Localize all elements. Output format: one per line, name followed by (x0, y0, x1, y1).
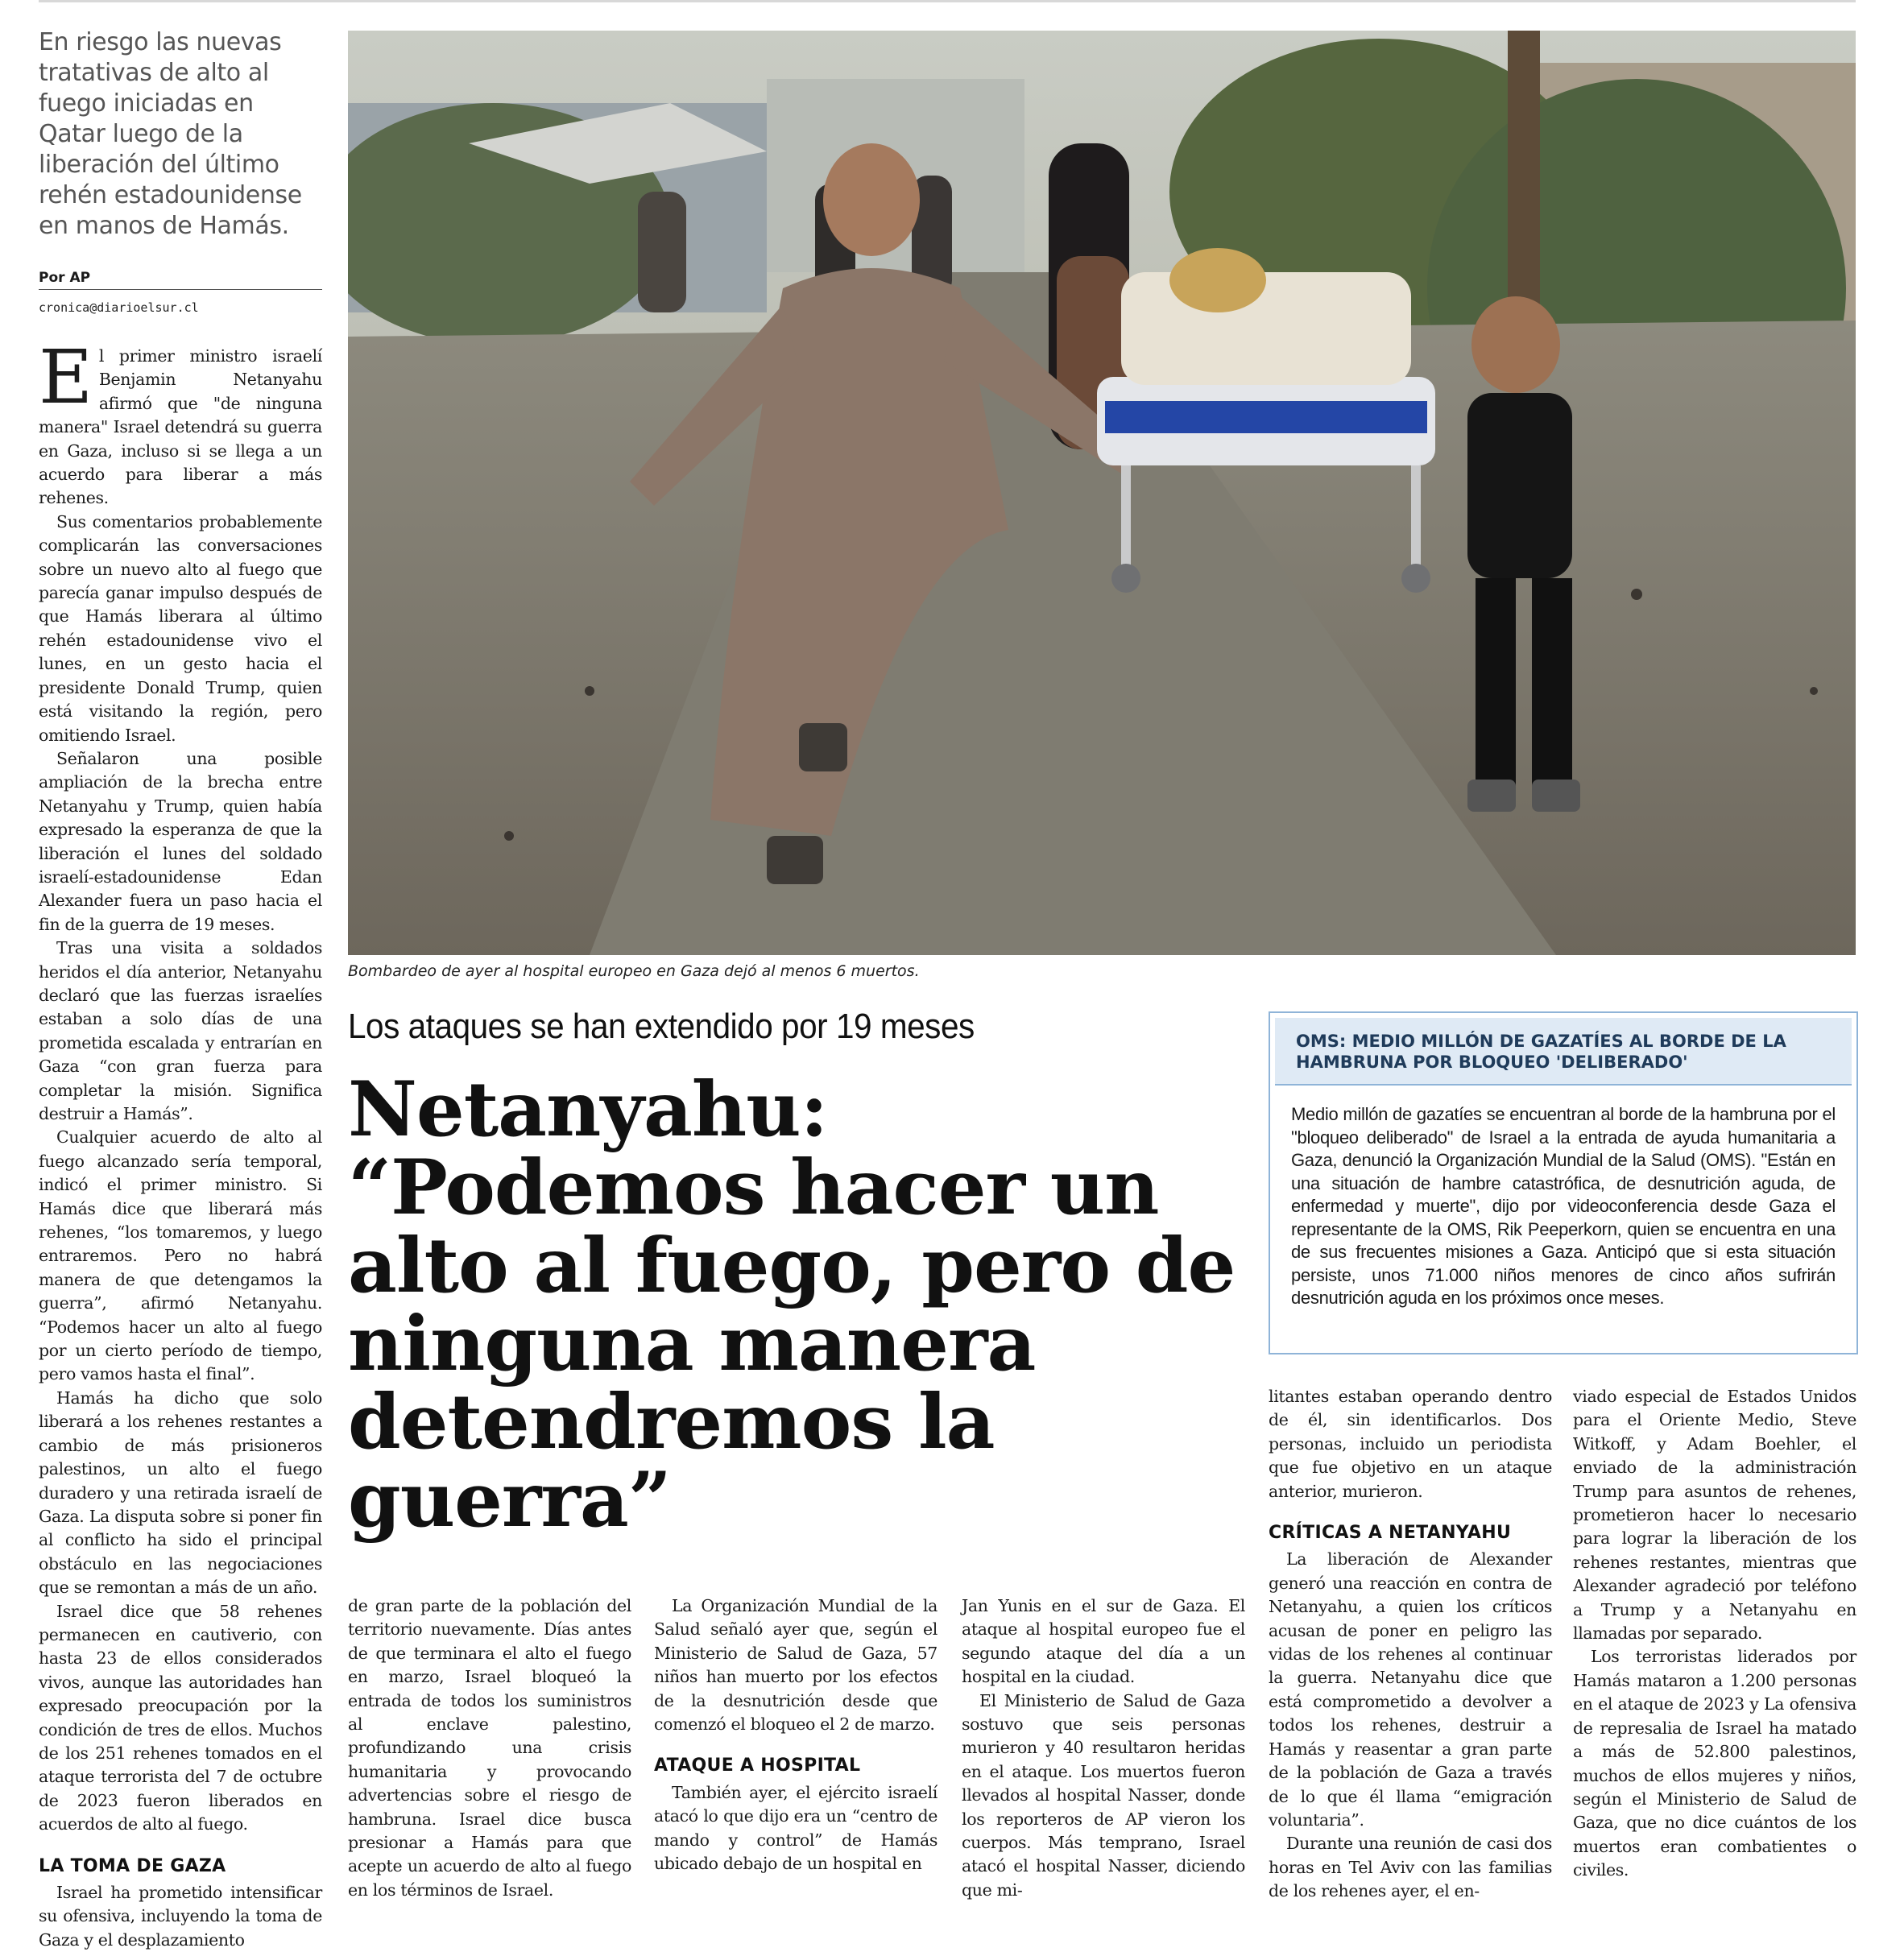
paragraph: Durante una reunión de casi dos horas en Tel Aviv con las familias de los rehenes ayer, el en- (1269, 1834, 1552, 1901)
article-column-2 (348, 1594, 631, 1902)
paragraph: Cualquier acuerdo de alto al fuego alcanzado sería temporal, indicó el primer ministro. Si Hamás dice que liberará más rehenes, “los tomaremos, y luego entraremos. Pero no habrá manera de que detengamos la guerra”, afirmó Netanyahu. “Podemos hacer un alto al fuego por un cierto período de tiempo, pero vamos hasta el final”. (39, 1127, 322, 1384)
paragraph (39, 334, 322, 511)
byline-author: Por AP (39, 270, 91, 286)
article-column-1 (39, 334, 322, 1952)
article-column-5 (1269, 1385, 1552, 1904)
paragraph: viado especial de Estados Unidos para el Oriente Medio, Steve Witkoff, y Adam Boehler, el enviado de la administración Trump para asuntos de rehenes, prometieron hacer lo necesario para lograr la liberación de los rehenes restantes, mientras que Alexander agradeció por teléfono a Trump y a Netanyahu en llamadas por separado. (1573, 1387, 1856, 1644)
author-email: cronica@diarioelsur.cl (39, 300, 199, 315)
paragraph: Señalaron una posible ampliación de la brecha entre Netanyahu y Trump, quien había expresado la esperanza de que la liberación el lunes del soldado israelí-estadounidense Edan Alexander fuera un paso hacia el fin de la guerra de 19 meses. (39, 748, 322, 934)
lead-summary: En riesgo las nuevas tratativas de alto al fuego iniciadas en Qatar luego de la liberación del último rehén estadounidense en manos de Hamás. (39, 28, 302, 240)
subheading: LA TOMA DE GAZA (39, 1855, 226, 1876)
paragraph: Hamás ha dicho que solo liberará a los rehenes restantes a cambio de más prisioneros palestinos, un alto el fuego duradero y una retirada israelí de Gaza. La disputa sobre si poner fin al conflicto ha sido el principal obstáculo en las negociaciones que se remontan a más de un año. (39, 1387, 322, 1598)
photo-illustration (348, 31, 1856, 955)
news-photo (348, 31, 1856, 955)
paragraph: La Organización Mundial de la Salud señaló ayer que, según el Ministerio de Salud de Gaza, 57 niños han muerto por los efectos de la desnutrición desde que comenzó el bloqueo el 2 de marzo. (654, 1596, 938, 1735)
kicker: Los ataques se han extendido por 19 meses (348, 1007, 975, 1046)
sidebar-body: Medio millón de gazatíes se encuentran al borde de la hambruna por el "bloqueo deliberado" de Israel a la entrada de ayuda humanitaria a Gaza, denunció la Organización Mundial de la Salud (OMS). "Están en una situación de hambre catastrófica, de desnutrición aguda, de enfermedad y muerte", dijo por videoconferencia desde Gaza el representante de la OMS, Rik Peeperkorn, quien se encuentra en una de sus frecuentes misiones a Gaza. Anticipó que si esta situación persiste, unos 71.000 niños menores de cinco años sufrirán desnutrición aguda en los próximos once meses. (1291, 1104, 1836, 1308)
paragraph: Tras una visita a soldados heridos el día anterior, Netanyahu declaró que las fuerzas israelíes estaban a solo días de una prometida escalada y entrarían en Gaza “con gran fuerza para completar la misión. Significa destruir a Hamás”. (39, 938, 322, 1123)
article-column-6 (1573, 1385, 1856, 1883)
paragraph: También ayer, el ejército israelí atacó lo que dijo era un “centro de mando y control” de Hamás ubicado debajo de un hospital en (654, 1782, 938, 1874)
paragraph: de gran parte de la población del territorio nuevamente. Días antes de que terminara el alto el fuego en marzo, Israel bloqueó la entrada de todos los suministros al enclave palestino, profundizando una crisis humanitaria y provocando advertencias sobre el riesgo de hambruna. Israel dice busca presionar a Hamás para que acepte un acuerdo de alto al fuego en los términos de Israel. (348, 1596, 631, 1900)
paragraph: Jan Yunis en el sur de Gaza. El ataque al hospital europeo fue el segundo ataque del día a un hospital en la ciudad. (962, 1596, 1245, 1687)
article-column-4 (962, 1594, 1245, 1902)
paragraph-text: l primer ministro israelí Benjamin Netanyahu afirmó que "de ninguna manera" Israel detendrá su guerra en Gaza, incluso si se llega a un acuerdo para liberar a más rehenes. (39, 346, 322, 508)
paragraph: litantes estaban operando dentro de él, sin identificarlos. Dos personas, incluido un periodista que fue objetivo en un ataque anterior, murieron. (1269, 1387, 1552, 1501)
dropcap: E (39, 334, 93, 420)
top-rule (39, 0, 1856, 2)
paragraph: La liberación de Alexander generó una reacción en contra de Netanyahu, a quien los críticos acusan de poner en peligro las vidas de los rehenes al continuar la guerra. Netanyahu dice que está comprometido a devolver a todos los rehenes, destruir a Hamás y reasentar a gran parte de la población de Gaza a través de lo que él llama “emigración voluntaria”. (1269, 1549, 1552, 1830)
paragraph: Los terroristas liderados por Hamás mataron a 1.200 personas en el ataque de 2023 y La ofensiva de represalia de Israel ha matado a más de 52.800 palestinos, muchos de ellos mujeres y niños, según el Ministerio de Salud de Gaza, que no dice cuántos de los muertos eran combatientes o civiles. (1573, 1647, 1856, 1880)
paragraph: Israel ha prometido intensificar su ofensiva, incluyendo la toma de Gaza y el desplazamiento (39, 1883, 322, 1950)
paragraph: Israel dice que 58 rehenes permanecen en cautiverio, con hasta 23 de ellos considerados vivos, aunque las autoridades han expresado preocupación por la condición de tres de ellos. Muchos de los 251 rehenes tomados en el ataque terrorista del 7 de octubre de 2023 fueron liberados en acuerdos de alto al fuego. (39, 1601, 322, 1834)
byline (39, 270, 322, 290)
sidebar-title: OMS: MEDIO MILLÓN DE GAZATÍES AL BORDE DE LA HAMBRUNA POR BLOQUEO 'DELIBERADO' (1275, 1018, 1852, 1086)
subheading: CRÍTICAS A NETANYAHU (1269, 1523, 1512, 1544)
subheading: ATAQUE A HOSPITAL (654, 1756, 861, 1776)
article-column-3 (654, 1594, 938, 1875)
paragraph: El Ministerio de Salud de Gaza sostuvo que seis personas murieron y 40 resultaron heridas en el ataque. Los muertos fueron llevados al hospital Nasser, donde los reporteros de AP vieron los cuerpos. Más temprano, Israel atacó el hospital Nasser, diciendo que mi- (962, 1690, 1245, 1900)
sidebar-box (1269, 1011, 1858, 1354)
headline: Netanyahu: “Podemos hacer un alto al fuego, pero de ninguna manera detendremos la guerra” (348, 1065, 1236, 1545)
photo-caption: Bombardeo de ayer al hospital europeo en Gaza dejó al menos 6 muertos. (348, 962, 920, 980)
paragraph: Sus comentarios probablemente complicarán las conversaciones sobre un nuevo alto al fuego que parecía ganar impulso después de que Hamás liberara al último rehén estadounidense vivo el lunes, en un gesto hacia el presidente Donald Trump, quien está visitando la región, pero omitiendo Israel. (39, 511, 322, 745)
